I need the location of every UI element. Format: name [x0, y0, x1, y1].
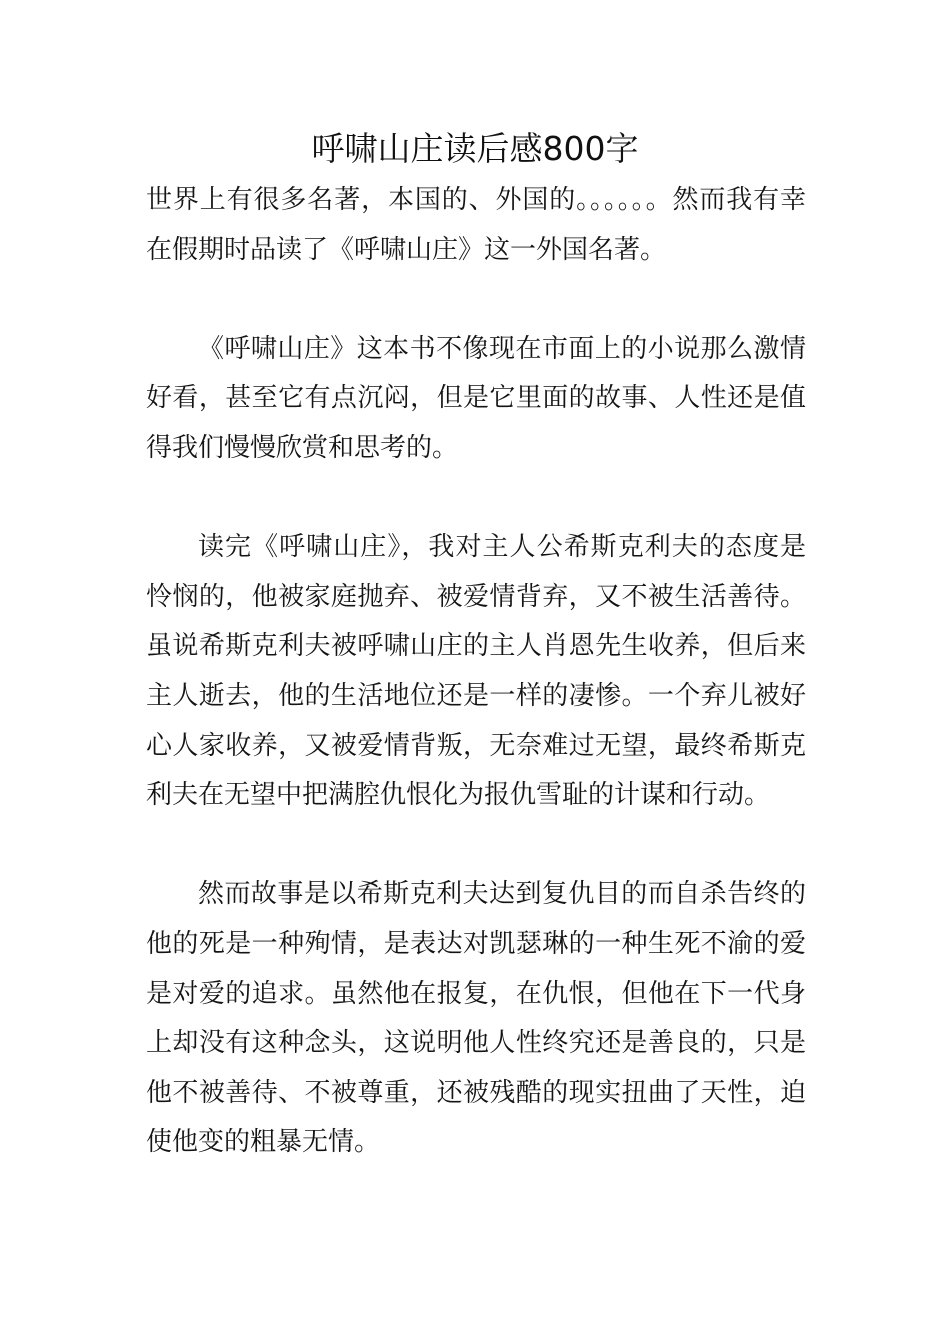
document-body: [146, 176, 806, 1168]
paragraph-4: 然而故事是以希斯克利夫达到复仇目的而自杀告终的他的死是一种殉情，是表达对凯瑟琳的一种生死不渝的爱是对爱的追求。虽然他在报复，在仇恨，但他在下一代身上却没有这种念头，这说明他人性终究还是善良的，只是他不被善待、不被尊重，还被残酷的现实扭曲了天性，迫使他变的粗暴无情。: [146, 879, 806, 1158]
paragraph-spacer: [146, 275, 806, 325]
paragraph-3: 读完《呼啸山庄》，我对主人公希斯克利夫的态度是怜悯的，他被家庭抛弃、被爱情背弃，又不被生活善待。虽说希斯克利夫被呼啸山庄的主人肖恩先生收养，但后来主人逝去，他的生活地位还是一样的凄惨。一个弃儿被好心人家收养，又被爱情背叛，无奈难过无望，最终希斯克利夫在无望中把满腔仇恨化为报仇雪耻的计谋和行动。: [146, 532, 806, 811]
paragraph-spacer: [146, 474, 806, 524]
paragraph-spacer: [146, 821, 806, 871]
document-title: 呼啸山庄读后感800字: [311, 129, 639, 168]
paragraph-1: 世界上有很多名著，本国的、外国的。。。。。。然而我有幸在假期时品读了《呼啸山庄》这一外国名著。: [146, 185, 806, 265]
paragraph-2: 《呼啸山庄》这本书不像现在市面上的小说那么激情好看，甚至它有点沉闷，但是它里面的故事、人性还是值得我们慢慢欣赏和思考的。: [146, 333, 806, 463]
